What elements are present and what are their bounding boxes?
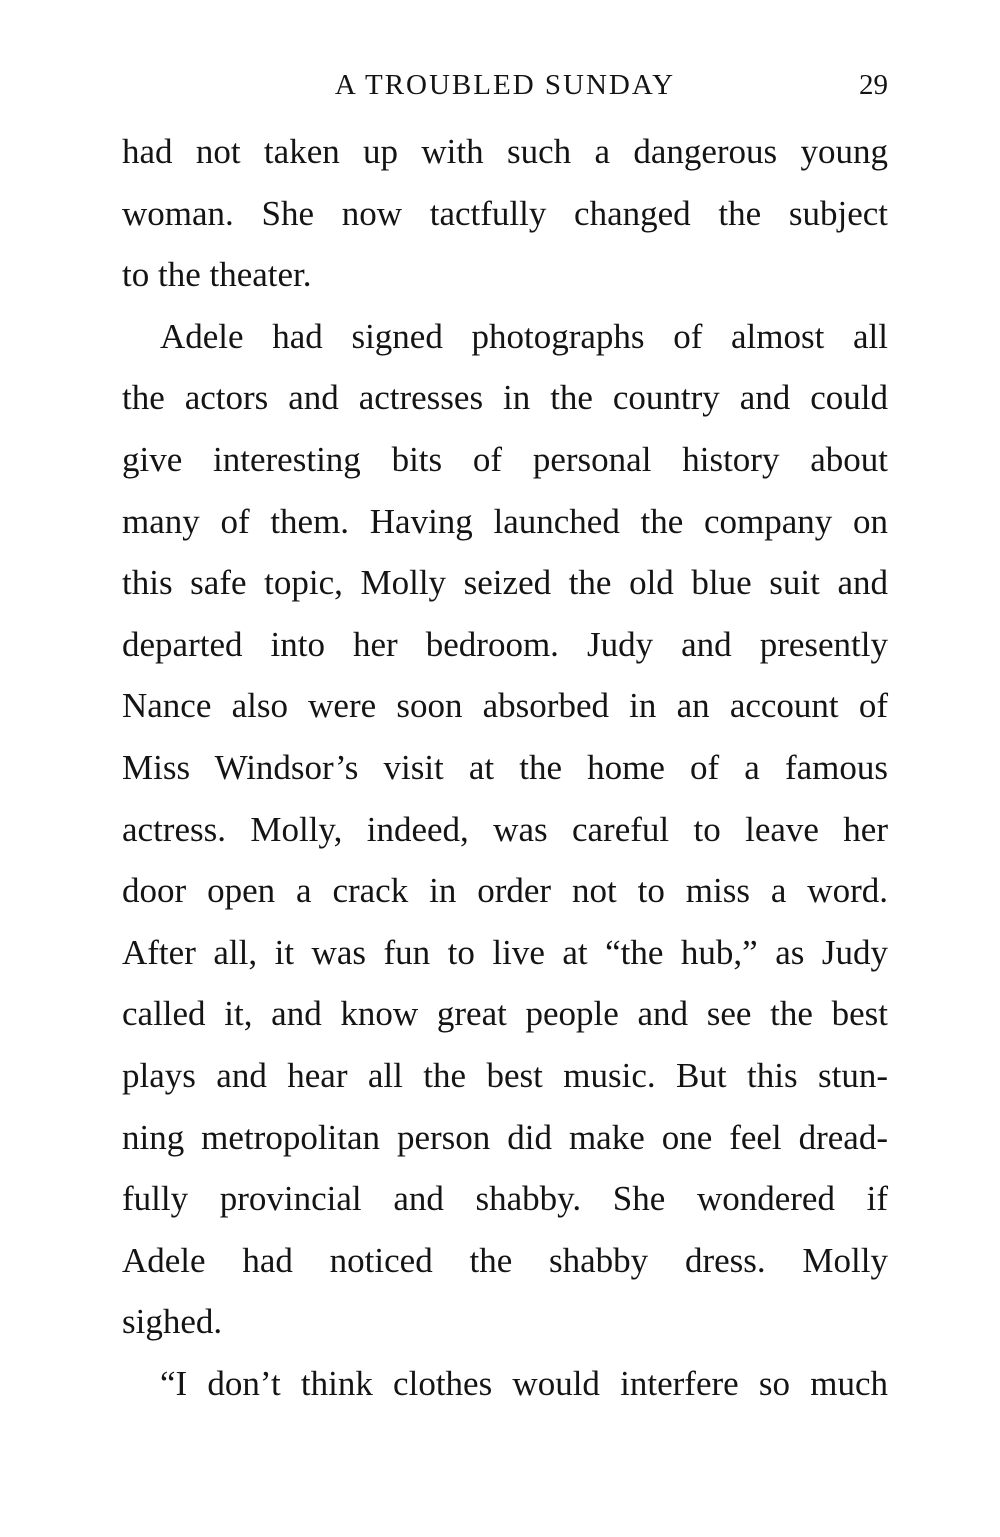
text-line: sighed. — [122, 1302, 223, 1342]
running-head — [122, 62, 888, 108]
text-line: called it, and know great people and see the best — [122, 994, 888, 1034]
body-text — [122, 121, 888, 1414]
page-number: 29 — [859, 69, 888, 101]
text-line: Miss Windsor’s visit at the home of a famous — [122, 747, 888, 787]
text-line: “I don’t think clothes would interfere so much — [160, 1363, 888, 1403]
text-line: woman. She now tactfully changed the subject — [122, 193, 888, 233]
text-line: give interesting bits of personal history about — [122, 439, 888, 479]
text-line: Nance also were soon absorbed in an account of — [122, 686, 888, 726]
text-line: to the theater. — [122, 255, 312, 295]
text-line: had not taken up with such a dangerous young — [122, 132, 888, 171]
text-line: Adele had noticed the shabby dress. Molly — [122, 1240, 888, 1280]
text-line: this safe topic, Molly seized the old blue suit and — [122, 563, 888, 603]
text-line: the actors and actresses in the country and could — [122, 378, 888, 418]
text-line: After all, it was fun to live at “the hub,” as Judy — [122, 932, 888, 972]
text-line: fully provincial and shabby. She wondered if — [122, 1179, 888, 1219]
text-line: door open a crack in order not to miss a word. — [122, 871, 888, 911]
running-title: A TROUBLED SUNDAY — [334, 69, 676, 101]
text-line: departed into her bedroom. Judy and presently — [122, 624, 888, 664]
text-line: actress. Molly, indeed, was careful to leave her — [122, 809, 888, 849]
text-line: Adele had signed photographs of almost all — [160, 316, 888, 356]
text-line: plays and hear all the best music. But this stun- — [122, 1055, 888, 1095]
text-line: ning metropolitan person did make one feel dread- — [122, 1117, 888, 1157]
text-line: many of them. Having launched the company on — [122, 501, 888, 541]
